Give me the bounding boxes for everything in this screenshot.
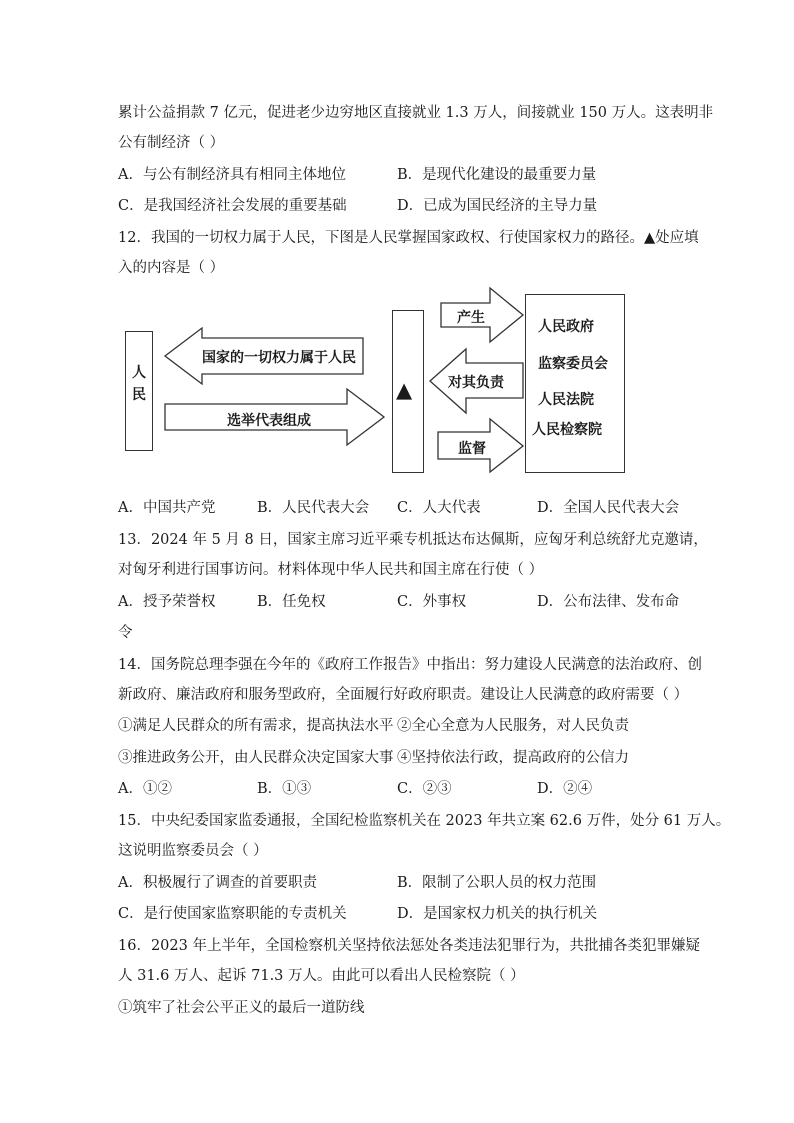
q14-option-d[interactable]: D．②④ (537, 781, 593, 797)
q16-stem-line1: 16．2023 年上半年，全国检察机关坚持依法惩处各类违法犯罪行为，共批捕各类犯罪嫌疑 (118, 938, 700, 954)
q12-option-a[interactable]: A．中国共产党 (118, 500, 216, 516)
q11-stem-line1: 累计公益捐款 7 亿元，促进老少边穷地区直接就业 1.3 万人，间接就业 150 万人。这表明非 (118, 105, 714, 121)
center-triangle: ▲ (396, 378, 413, 402)
q12-stem-line1: 12．我国的一切权力属于人民，下图是人民掌握国家政权、行使国家权力的路径。▲处应填 (118, 230, 699, 246)
q15-option-b[interactable]: B．限制了公职人员的权力范围 (397, 875, 597, 891)
q13-option-a[interactable]: A．授予荣誉权 (118, 594, 216, 610)
q15-stem-line2: 这说明监察委员会（ ） (118, 843, 268, 859)
people-label: 人民 (132, 365, 146, 403)
q13-stem-line2: 对匈牙利进行国事访问。材料体现中华人民共和国主席在行使（ ） (118, 562, 544, 578)
q15-stem-line1: 15．中央纪委国家监委通报，全国纪检监察机关在 2023 年共立案 62.6 万件，处分 61 万人。 (118, 813, 731, 829)
q14-option-c[interactable]: C．②③ (397, 781, 452, 797)
q16-item-1: ①筑牢了社会公平正义的最后一道防线 (118, 1000, 365, 1016)
q14-stem-line2: 新政府、廉洁政府和服务型政府，全面履行好政府职责。建设让人民满意的政府需要（ ） (118, 687, 689, 703)
q15-option-a[interactable]: A．积极履行了调查的首要职责 (118, 875, 317, 891)
q14-stem-line1: 14．国务院总理李强在今年的《政府工作报告》中指出：努力建设人民满意的法治政府、创 (118, 657, 702, 673)
q16-stem-line2: 人 31.6 万人、起诉 71.3 万人。由此可以看出人民检察院（ ） (118, 968, 525, 984)
q15-option-c[interactable]: C．是行使国家监察职能的专责机关 (118, 906, 347, 922)
arrow-responsible-label: 对其负责 (448, 375, 504, 391)
q12-stem-line2: 入的内容是（ ） (118, 260, 225, 276)
arrow-supervise-label: 监督 (458, 441, 486, 457)
q13-option-c[interactable]: C．外事权 (397, 594, 467, 610)
q14-item-3: ③推进政务公开，由人民群众决定国家大事 (118, 750, 394, 766)
organ-supervision: 监察委员会 (538, 356, 608, 372)
q11-stem-line2: 公有制经济（ ） (118, 135, 225, 151)
q11-option-d[interactable]: D．已成为国民经济的主导力量 (397, 198, 598, 214)
q11-option-c[interactable]: C．是我国经济社会发展的重要基础 (118, 198, 347, 214)
arrow-produce-label: 产生 (457, 310, 485, 326)
q11-option-b[interactable]: B．是现代化建设的最重要力量 (397, 167, 597, 183)
q15-option-d[interactable]: D．是国家权力机关的执行机关 (397, 906, 598, 922)
q12-option-b[interactable]: B．人民代表大会 (257, 500, 370, 516)
power-path-diagram (118, 286, 638, 478)
q11-option-a[interactable]: A．与公有制经济具有相同主体地位 (118, 167, 346, 183)
q13-stem-line1: 13．2024 年 5 月 8 日，国家主席习近平乘专机抵达布达佩斯，应匈牙利总统舒尤克邀请， (118, 532, 708, 548)
q12-option-d[interactable]: D．全国人民代表大会 (537, 500, 680, 516)
arrow-top-label: 国家的一切权力属于人民 (202, 350, 356, 366)
organ-government: 人民政府 (538, 319, 594, 335)
q14-item-4: ④坚持依法行政，提高政府的公信力 (397, 750, 629, 766)
q14-option-b[interactable]: B．①③ (257, 781, 312, 797)
organ-court: 人民法院 (538, 392, 594, 408)
q14-item-2: ②全心全意为人民服务，对人民负责 (397, 718, 629, 734)
q13-option-b[interactable]: B．任免权 (257, 594, 326, 610)
q14-option-a[interactable]: A．①② (118, 781, 172, 797)
organ-procuratorate: 人民检察院 (532, 422, 602, 438)
arrow-bottom-label: 选举代表组成 (227, 413, 311, 429)
q13-option-d-continued: 令 (118, 625, 133, 641)
q13-option-d[interactable]: D．公布法律、发布命 (537, 594, 680, 610)
q12-option-c[interactable]: C．人大代表 (397, 500, 481, 516)
q14-item-1: ①满足人民群众的所有需求，提高执法水平 (118, 718, 394, 734)
